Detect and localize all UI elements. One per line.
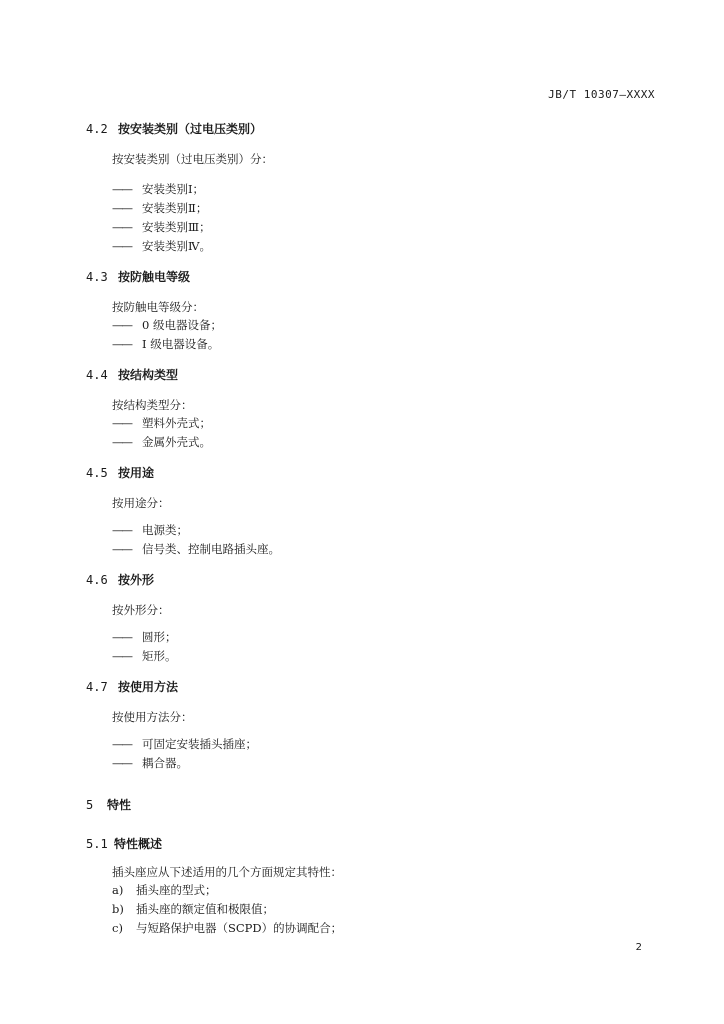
list-item	[112, 628, 646, 647]
dash-marker: ——	[112, 416, 131, 430]
list-item-text: 0 级电器设备；	[142, 318, 222, 332]
section-heading-4-5	[86, 464, 646, 481]
item-label: a)	[112, 883, 124, 897]
section-number: 4.4	[86, 368, 108, 382]
dash-marker: ——	[112, 542, 131, 556]
dash-marker: ——	[112, 239, 131, 253]
list-item	[112, 647, 646, 666]
section-heading-4-2	[86, 120, 646, 137]
dash-marker: ——	[112, 756, 131, 770]
list-item	[112, 218, 646, 237]
section-intro: 按使用方法分：	[112, 710, 193, 724]
document-id-header: JB/T 10307—XXXX	[548, 88, 655, 101]
dash-marker: ——	[112, 220, 131, 234]
section-number: 4.5	[86, 466, 108, 480]
list-item	[112, 540, 646, 559]
enumerated-item	[112, 919, 646, 938]
item-list	[86, 414, 646, 452]
section-heading-4-6	[86, 571, 646, 588]
list-item-text: 圆形；	[142, 630, 177, 644]
list-item-text: 金属外壳式。	[142, 435, 211, 449]
list-item	[112, 199, 646, 218]
dash-marker: ——	[112, 337, 131, 351]
list-item-text: 可固定安装插头插座；	[142, 737, 257, 751]
section-heading-5-1	[86, 835, 646, 852]
list-item-text: I 级电器设备。	[142, 337, 220, 351]
list-item-text: 安装类别Ⅲ；	[142, 220, 211, 234]
dash-marker: ——	[112, 201, 131, 215]
list-item-text: 矩形。	[142, 649, 177, 663]
chapter-title: 特性	[107, 798, 132, 812]
section-number: 4.2	[86, 122, 108, 136]
section-number: 4.7	[86, 680, 108, 694]
section-intro: 按安装类别（过电压类别）分：	[112, 152, 273, 166]
dash-marker: ——	[112, 435, 131, 449]
item-list	[86, 881, 646, 938]
section-intro: 按外形分：	[112, 603, 170, 617]
item-list	[86, 735, 646, 773]
page-content	[86, 120, 646, 938]
section-number: 4.6	[86, 573, 108, 587]
section-title: 按使用方法	[118, 680, 179, 694]
list-item	[112, 335, 646, 354]
dash-marker: ——	[112, 630, 131, 644]
list-item-text: 塑料外壳式；	[142, 416, 211, 430]
list-item	[112, 237, 646, 256]
section-title: 按用途	[118, 466, 155, 480]
list-item	[112, 316, 646, 335]
section-title: 按安装类别（过电压类别）	[118, 122, 263, 136]
section-intro: 插头座应从下述适用的几个方面规定其特性：	[112, 865, 342, 879]
list-item	[112, 521, 646, 540]
section-intro: 按结构类型分：	[112, 398, 193, 412]
enumerated-item	[112, 900, 646, 919]
dash-marker: ——	[112, 649, 131, 663]
list-item	[112, 414, 646, 433]
dash-marker: ——	[112, 182, 131, 196]
item-list	[86, 628, 646, 666]
item-list	[86, 521, 646, 559]
page-number: 2	[635, 942, 642, 953]
section-number: 4.3	[86, 270, 108, 284]
chapter-heading-5	[86, 796, 646, 813]
section-heading-4-3	[86, 268, 646, 285]
enumerated-item	[112, 881, 646, 900]
list-item-text: 电源类；	[142, 523, 188, 537]
list-item	[112, 735, 646, 754]
list-item	[112, 180, 646, 199]
list-item-text: 安装类别Ⅳ。	[142, 239, 211, 253]
list-item	[112, 754, 646, 773]
section-number: 5.1	[86, 837, 108, 851]
section-title: 按外形	[118, 573, 155, 587]
section-heading-4-4	[86, 366, 646, 383]
list-item	[112, 433, 646, 452]
dash-marker: ——	[112, 523, 131, 537]
item-text: 插头座的额定值和极限值；	[136, 902, 274, 916]
section-heading-4-7	[86, 678, 646, 695]
dash-marker: ——	[112, 737, 131, 751]
section-title: 按防触电等级	[118, 270, 191, 284]
item-label: c)	[112, 921, 123, 935]
section-title: 特性概述	[114, 837, 163, 851]
item-list	[86, 316, 646, 354]
section-intro: 按用途分：	[112, 496, 170, 510]
list-item-text: 信号类、控制电路插头座。	[142, 542, 280, 556]
item-list	[86, 180, 646, 256]
list-item-text: 安装类别Ⅰ；	[142, 182, 205, 196]
section-title: 按结构类型	[118, 368, 179, 382]
item-text: 插头座的型式；	[136, 883, 217, 897]
chapter-number: 5	[86, 798, 94, 812]
section-intro: 按防触电等级分：	[112, 300, 204, 314]
item-text: 与短路保护电器（SCPD）的协调配合；	[136, 921, 343, 935]
list-item-text: 耦合器。	[142, 756, 188, 770]
item-label: b)	[112, 902, 124, 916]
list-item-text: 安装类别Ⅱ；	[142, 201, 208, 215]
dash-marker: ——	[112, 318, 131, 332]
